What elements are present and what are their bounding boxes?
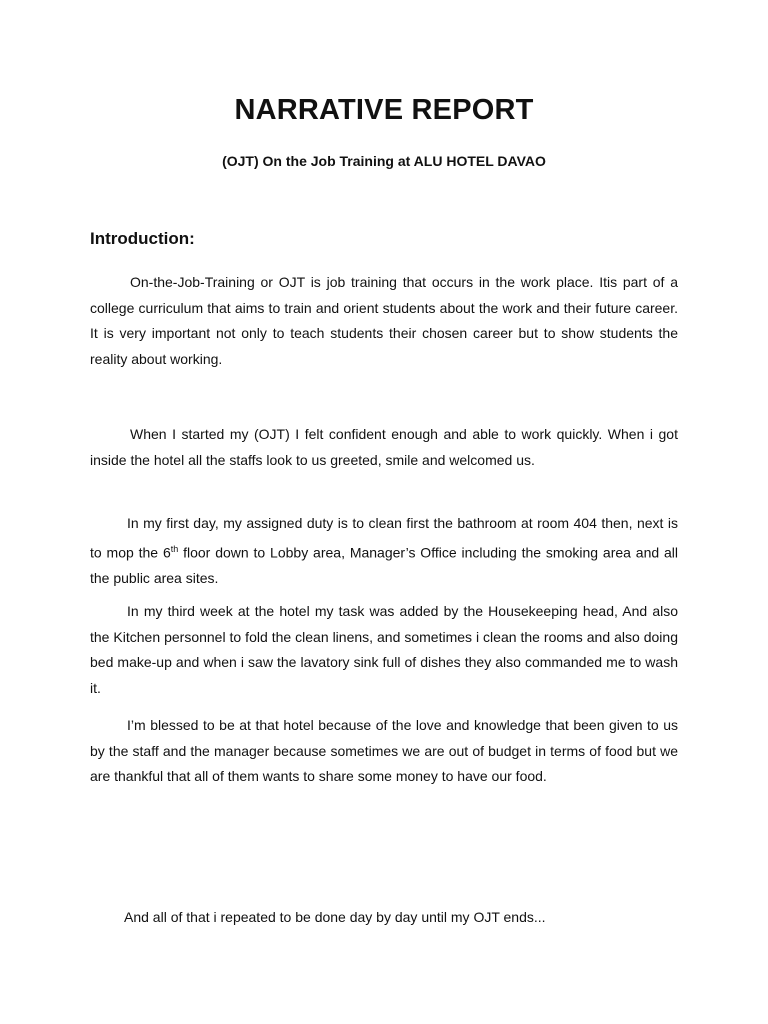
paragraph-first-day <box>90 511 678 591</box>
document-subtitle: (OJT) On the Job Training at ALU HOTEL DAVAO <box>222 153 546 169</box>
ordinal-suffix: th <box>170 543 179 554</box>
paragraph-first-day-text-a: In my first day, my assigned duty is to clean first the bathroom at room 404 then, next is to mop the 6 <box>90 515 678 561</box>
paragraph-gratitude: I’m blessed to be at that hotel because of the love and knowledge that been given to us by the staff and the manager because sometimes we are out of budget in terms of food but we are thankful that all of them wants to share some money to have our food. <box>90 717 678 784</box>
paragraph-first-impression: When I started my (OJT) I felt confident enough and able to work quickly. When i got inside the hotel all the staffs look to us greeted, smile and welcomed us. <box>90 426 678 468</box>
paragraph-closing: And all of that i repeated to be done day by day until my OJT ends... <box>124 909 546 925</box>
paragraph-third-week: In my third week at the hotel my task was added by the Housekeeping head, And also the Kitchen personnel to fold the clean linens, and sometimes i clean the rooms and also doing bed make-up and when i saw the lavatory sink full of dishes they also commanded me to wash it. <box>90 603 678 696</box>
introduction-heading: Introduction: <box>90 229 195 248</box>
paragraph-introduction: On-the-Job-Training or OJT is job training that occurs in the work place. Itis part of a college curriculum that aims to train and orient students about the work and their future career. It is very important not only to teach students their chosen career but to show students the reality about working. <box>90 274 678 367</box>
document-title: NARRATIVE REPORT <box>234 94 534 126</box>
paragraph-first-day-text-b: floor down to Lobby area, Manager’s Office including the smoking area and all the public area sites. <box>90 544 679 586</box>
